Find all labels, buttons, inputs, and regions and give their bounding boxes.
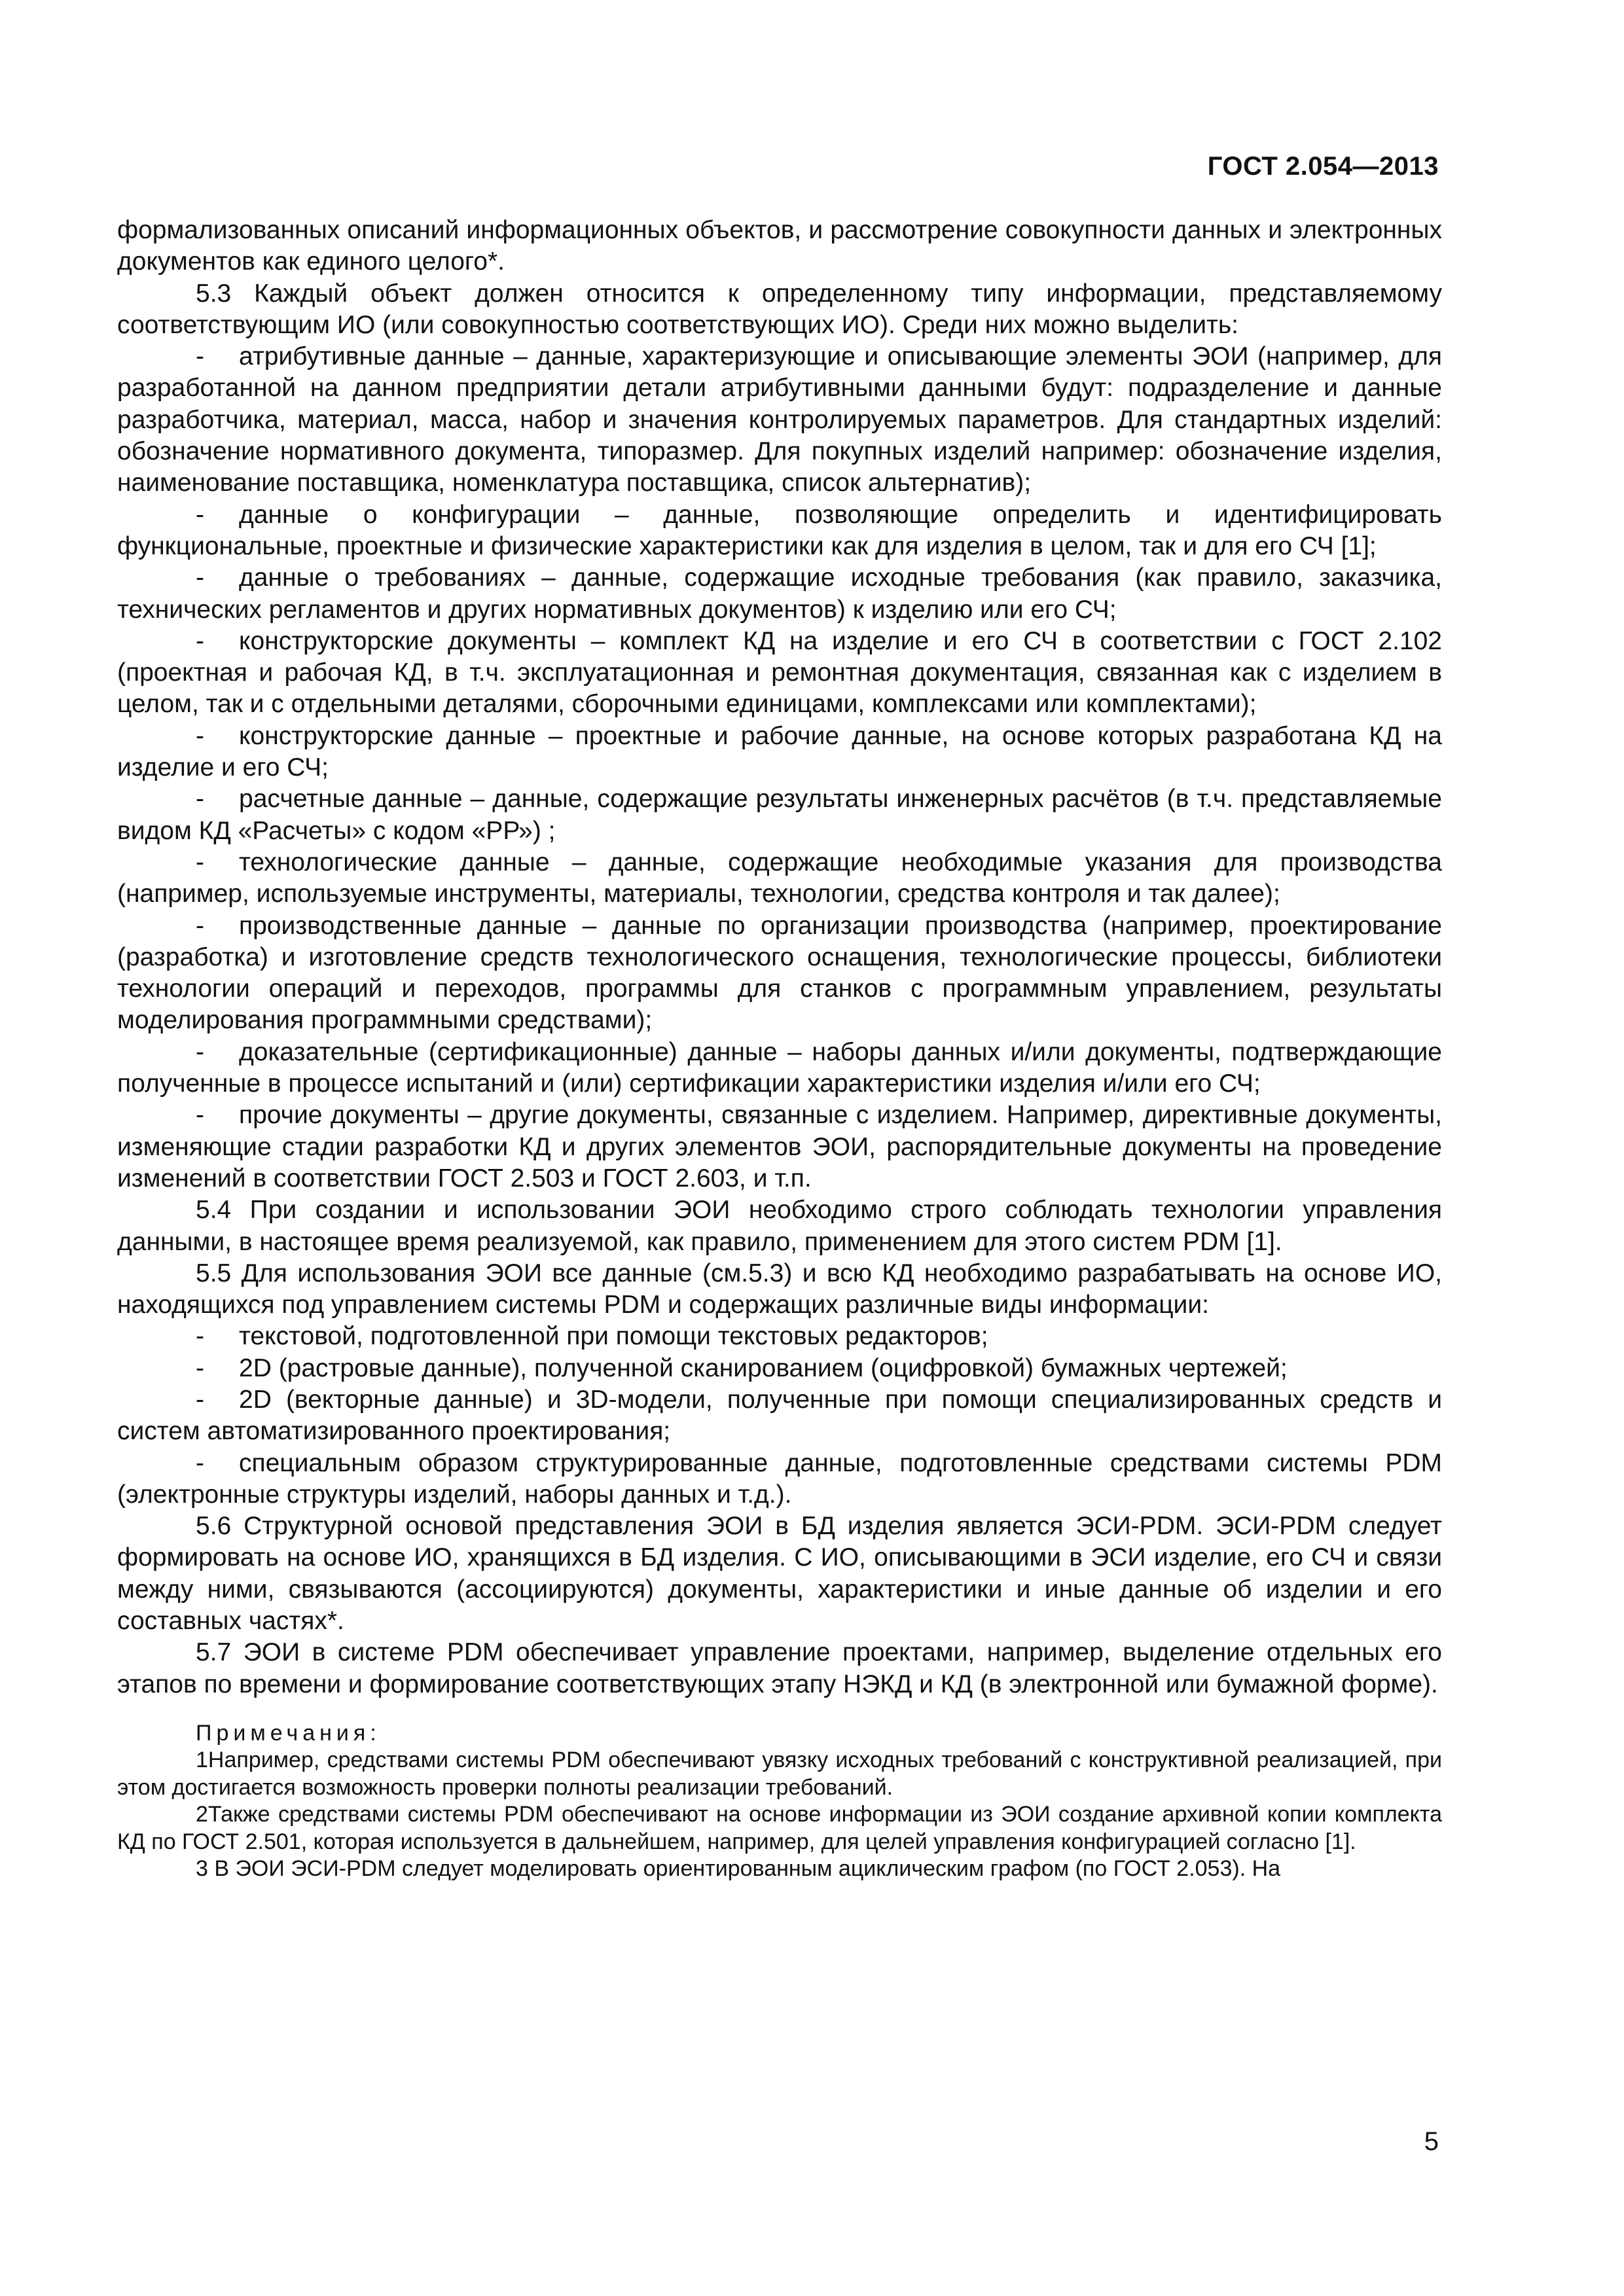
list-item-text: текстовой, подготовленной при помощи текстовых редакторов;	[239, 1322, 988, 1351]
note-item: 1Например, средствами системы PDM обеспечивают увязку исходных требований с конструктивной реализацией, при этом достигается возможность проверки полноты реализации требований.	[117, 1748, 1442, 1800]
list-item-text: конструкторские данные – проектные и рабочие данные, на основе которых разработана КД на изделие и его СЧ;	[117, 721, 1442, 782]
page-number: 5	[1424, 2127, 1439, 2156]
paragraph-5-6: 5.6 Структурной основой представления ЭОИ в БД изделия является ЭСИ-PDM. ЭСИ-PDM следует формировать на основе ИО, хранящихся в БД изделия. С ИО, описывающими в ЭСИ изделие, его СЧ и связи между ними, связываются (ассоциируются) документы, характеристики и иные данные об изделии и его составных частях*.	[117, 1512, 1442, 1636]
list-item-text: 2D (растровые данные), полученной сканированием (оцифровкой) бумажных чертежей;	[239, 1354, 1288, 1382]
list-5-3	[117, 341, 1442, 1194]
list-item-text: данные о конфигурации – данные, позволяющие определить и идентифицировать функциональные, проектные и физические характеристики как для изделия в целом, так и для его СЧ [1];	[117, 500, 1442, 560]
list-item-text: доказательные (сертификационные) данные – наборы данных и/или документы, подтверждающие полученные в процессе испытаний и (или) сертификации характеристики изделия и/или его СЧ;	[117, 1037, 1442, 1098]
list-item-text: расчетные данные – данные, содержащие результаты инженерных расчётов (в т.ч. представляемые видом КД «Расчеты» с кодом «РР») ;	[117, 785, 1442, 845]
list-item: - доказательные (сертификационные) данные – наборы данных и/или документы, подтверждающие полученные в процессе испытаний и (или) сертификации характеристики изделия и/или его СЧ;	[117, 1037, 1442, 1098]
note-item: 2Также средствами системы PDM обеспечивают на основе информации из ЭОИ создание архивной копии комплекта КД по ГОСТ 2.501, которая используется в дальнейшем, например, для целей управления конфигурацией согласно [1].	[117, 1802, 1442, 1854]
list-item-text: технологические данные – данные, содержащие необходимые указания для производства (например, используемые инструменты, материалы, технологии, средства контроля и так далее);	[117, 848, 1442, 908]
body-text	[117, 215, 1442, 1700]
list-5-5	[117, 1321, 1442, 1511]
paragraph-5-3: 5.3 Каждый объект должен относится к определенному типу информации, представляемому соответствующим ИО (или совокупностью соответствующих ИО). Среди них можно выделить:	[117, 279, 1442, 339]
list-item: - 2D (растровые данные), полученной сканированием (оцифровкой) бумажных чертежей;	[196, 1354, 1288, 1382]
list-item: - расчетные данные – данные, содержащие результаты инженерных расчётов (в т.ч. представляемые видом КД «Расчеты» с кодом «РР») ;	[117, 785, 1442, 845]
list-item: - технологические данные – данные, содержащие необходимые указания для производства (например, используемые инструменты, материалы, технологии, средства контроля и так далее);	[117, 848, 1442, 908]
list-item: - атрибутивные данные – данные, характеризующие и описывающие элементы ЭОИ (например, для разработанной на данном предприятии детали атрибутивными данными будут: подразделение и данные разработчика, материал, масса, набор и значения контролируемых параметров. Для стандартных изделий: обозначение нормативного документа, типоразмер. Для покупных изделий например: обозначение изделия, наименование поставщика, номенклатура поставщика, список альтернатив);	[117, 342, 1442, 497]
list-item: - специальным образом структурированные данные, подготовленные средствами системы PDM (электронные структуры изделий, наборы данных и т.д.).	[117, 1448, 1442, 1509]
notes-section	[117, 1720, 1442, 1883]
list-item: - текстовой, подготовленной при помощи текстовых редакторов;	[196, 1322, 988, 1351]
list-item: - прочие документы – другие документы, связанные с изделием. Например, директивные документы, изменяющие стадии разработки КД и других элементов ЭОИ, распорядительные документы на проведение изменений в соответствии ГОСТ 2.503 и ГОСТ 2.603, и т.п.	[117, 1101, 1442, 1193]
list-item-text: атрибутивные данные – данные, характеризующие и описывающие элементы ЭОИ (например, для разработанной на данном предприятии детали атрибутивными данными будут: подразделение и данные разработчика, материал, масса, набор и значения контролируемых параметров. Для стандартных изделий: обозначение нормативного документа, типоразмер. Для покупных изделий например: обозначение изделия, наименование поставщика, номенклатура поставщика, список альтернатив);	[117, 342, 1442, 497]
paragraph-5-7: 5.7 ЭОИ в системе PDM обеспечивает управление проектами, например, выделение отдельных его этапов по времени и формирование соответствующих этапу НЭКД и КД (в электронной или бумажной форме).	[117, 1638, 1442, 1698]
list-item-text: 2D (векторные данные) и 3D-модели, полученные при помощи специализированных средств и систем автоматизированного проектирования;	[117, 1385, 1442, 1446]
notes-heading: Примечания:	[196, 1720, 381, 1746]
list-item-text: производственные данные – данные по организации производства (например, проектирование (разработка) и изготовление средств технологического оснащения, технологические процессы, библиотеки технологии операций и переходов, программы для станков с программным управлением, результаты моделирования программными средствами);	[117, 911, 1442, 1035]
list-item: - данные о конфигурации – данные, позволяющие определить и идентифицировать функциональные, проектные и физические характеристики как для изделия в целом, так и для его СЧ [1];	[117, 500, 1442, 560]
paragraph-5-4: 5.4 При создании и использовании ЭОИ необходимо строго соблюдать технологии управления данными, в настоящее время реализуемой, как правило, применением для этого систем PDM [1].	[117, 1196, 1442, 1256]
list-item: - конструкторские документы – комплект КД на изделие и его СЧ в соответствии с ГОСТ 2.102 (проектная и рабочая КД, в т.ч. эксплуатационная и ремонтная документация, связанная как с изделием в целом, так и с отдельными деталями, сборочными единицами, комплексами или комплектами);	[117, 626, 1442, 719]
list-item: - данные о требованиях – данные, содержащие исходные требования (как правило, заказчика, технических регламентов и других нормативных документов) к изделию или его СЧ;	[117, 564, 1442, 624]
list-item: - производственные данные – данные по организации производства (например, проектирование (разработка) и изготовление средств технологического оснащения, технологические процессы, библиотеки технологии операций и переходов, программы для станков с программным управлением, результаты моделирования программными средствами);	[117, 911, 1442, 1035]
note-item: 3 В ЭОИ ЭСИ-PDM следует моделировать ориентированным ациклическим графом (по ГОСТ 2.053). На	[196, 1856, 1281, 1882]
document-content	[117, 215, 1442, 1883]
list-item-text: данные о требованиях – данные, содержащие исходные требования (как правило, заказчика, технических регламентов и других нормативных документов) к изделию или его СЧ;	[117, 564, 1442, 624]
paragraph-5-5: 5.5 Для использования ЭОИ все данные (см.5.3) и всю КД необходимо разрабатывать на основе ИО, находящихся под управлением системы PDM и содержащих различные виды информации:	[117, 1259, 1442, 1319]
list-item-text: конструкторские документы – комплект КД на изделие и его СЧ в соответствии с ГОСТ 2.102 (проектная и рабочая КД, в т.ч. эксплуатационная и ремонтная документация, связанная как с изделием в целом, так и с отдельными деталями, сборочными единицами, комплексами или комплектами);	[117, 626, 1442, 719]
document-id-header: ГОСТ 2.054—2013	[1207, 152, 1439, 181]
list-item-text: прочие документы – другие документы, связанные с изделием. Например, директивные документы, изменяющие стадии разработки КД и других элементов ЭОИ, распорядительные документы на проведение изменений в соответствии ГОСТ 2.503 и ГОСТ 2.603, и т.п.	[117, 1101, 1442, 1193]
list-item: - конструкторские данные – проектные и рабочие данные, на основе которых разработана КД на изделие и его СЧ;	[117, 721, 1442, 782]
list-item-text: специальным образом структурированные данные, подготовленные средствами системы PDM (электронные структуры изделий, наборы данных и т.д.).	[117, 1448, 1442, 1509]
paragraph-continued: формализованных описаний информационных объектов, и рассмотрение совокупности данных и электронных документов как единого целого*.	[117, 216, 1442, 276]
list-item: - 2D (векторные данные) и 3D-модели, полученные при помощи специализированных средств и систем автоматизированного проектирования;	[117, 1385, 1442, 1446]
